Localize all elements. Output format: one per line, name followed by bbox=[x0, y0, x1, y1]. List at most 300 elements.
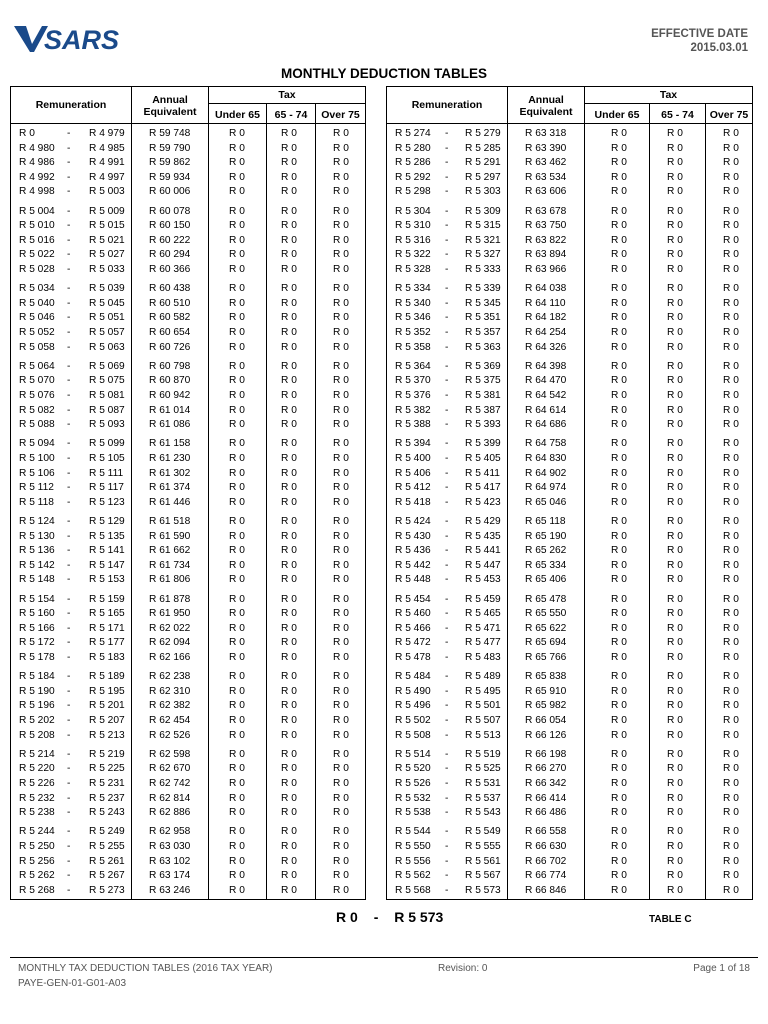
cell-range-separator: - bbox=[67, 360, 71, 372]
cell-remuneration-from: R 5 058 bbox=[19, 341, 55, 353]
cell-remuneration-from: R 5 496 bbox=[395, 700, 431, 712]
table-row bbox=[387, 282, 752, 297]
cell-remuneration-from: R 5 172 bbox=[19, 637, 55, 649]
cell-tax-under-65: R 0 bbox=[611, 467, 627, 479]
cell-tax-under-65: R 0 bbox=[229, 467, 245, 479]
cell-annual-equivalent: R 60 150 bbox=[149, 220, 191, 232]
cell-tax-over-75: R 0 bbox=[333, 778, 349, 789]
cell-range-separator: - bbox=[445, 700, 449, 712]
cell-remuneration-from: R 5 094 bbox=[19, 438, 55, 450]
cell-tax-65-74: R 0 bbox=[667, 453, 683, 464]
cell-remuneration-to: R 5 561 bbox=[465, 855, 501, 867]
cell-annual-equivalent: R 66 846 bbox=[525, 884, 567, 896]
cell-remuneration-from: R 5 316 bbox=[395, 234, 431, 246]
cell-range-separator: - bbox=[67, 419, 71, 431]
table-row bbox=[11, 699, 365, 714]
cell-tax-under-65: R 0 bbox=[611, 341, 627, 353]
table-row bbox=[11, 481, 365, 496]
cell-range-separator: - bbox=[67, 327, 71, 338]
cell-remuneration-from: R 5 328 bbox=[395, 264, 431, 275]
cell-tax-over-75: R 0 bbox=[723, 482, 739, 494]
cell-remuneration-from: R 5 196 bbox=[19, 700, 55, 712]
cell-range-separator: - bbox=[445, 453, 449, 464]
cell-tax-65-74: R 0 bbox=[667, 496, 683, 508]
cell-remuneration-from: R 5 304 bbox=[395, 205, 431, 217]
cell-remuneration-from: R 5 412 bbox=[395, 482, 431, 494]
cell-remuneration-to: R 5 399 bbox=[465, 438, 501, 450]
cell-remuneration-to: R 5 441 bbox=[465, 545, 501, 557]
cell-tax-under-65: R 0 bbox=[229, 807, 245, 819]
table-row bbox=[11, 248, 365, 263]
cell-range-separator: - bbox=[67, 652, 71, 663]
table-row bbox=[11, 806, 365, 821]
cell-annual-equivalent: R 59 934 bbox=[149, 171, 191, 183]
cell-remuneration-to: R 5 111 bbox=[89, 467, 124, 479]
cell-tax-under-65: R 0 bbox=[229, 652, 245, 663]
table-row bbox=[387, 142, 752, 157]
cell-tax-over-75: R 0 bbox=[723, 390, 739, 401]
cell-range-separator: - bbox=[67, 516, 71, 527]
cell-remuneration-from: R 5 340 bbox=[395, 297, 431, 309]
col-over-75: Over 75 bbox=[709, 109, 749, 121]
cell-tax-over-75: R 0 bbox=[333, 171, 349, 183]
cell-tax-65-74: R 0 bbox=[667, 205, 683, 217]
cell-remuneration-from: R 5 244 bbox=[19, 826, 55, 838]
cell-tax-over-75: R 0 bbox=[333, 530, 349, 542]
cell-annual-equivalent: R 64 110 bbox=[525, 297, 566, 309]
cell-remuneration-from: R 5 160 bbox=[19, 608, 55, 620]
col-under-65: Under 65 bbox=[215, 109, 260, 121]
cell-annual-equivalent: R 64 758 bbox=[525, 438, 567, 450]
cell-tax-under-65: R 0 bbox=[229, 671, 245, 683]
cell-tax-over-75: R 0 bbox=[723, 467, 739, 479]
cell-remuneration-from: R 5 268 bbox=[19, 884, 55, 896]
cell-tax-over-75: R 0 bbox=[333, 404, 349, 416]
cell-remuneration-from: R 5 466 bbox=[395, 622, 431, 634]
cell-range-separator: - bbox=[67, 792, 71, 804]
cell-annual-equivalent: R 59 790 bbox=[149, 142, 191, 154]
table-row bbox=[11, 777, 365, 792]
cell-annual-equivalent: R 66 270 bbox=[525, 763, 567, 775]
cell-range-separator: - bbox=[445, 220, 449, 232]
table-row bbox=[387, 699, 752, 714]
table-row bbox=[387, 341, 752, 356]
table-row bbox=[11, 573, 365, 588]
cell-annual-equivalent: R 61 734 bbox=[149, 559, 191, 571]
cell-remuneration-to: R 5 177 bbox=[89, 637, 125, 649]
cell-tax-under-65: R 0 bbox=[611, 171, 627, 183]
cell-tax-65-74: R 0 bbox=[281, 545, 297, 557]
cell-remuneration-from: R 5 508 bbox=[395, 729, 431, 741]
cell-tax-over-75: R 0 bbox=[723, 220, 739, 232]
cell-range-separator: - bbox=[445, 559, 449, 571]
cell-remuneration-to: R 5 351 bbox=[465, 312, 501, 324]
cell-remuneration-to: R 4 979 bbox=[89, 128, 125, 139]
cell-tax-65-74: R 0 bbox=[667, 341, 683, 353]
cell-annual-equivalent: R 66 774 bbox=[525, 870, 567, 882]
cell-tax-under-65: R 0 bbox=[229, 841, 245, 852]
cell-tax-over-75: R 0 bbox=[333, 375, 349, 387]
cell-remuneration-to: R 5 375 bbox=[465, 375, 501, 387]
cell-annual-equivalent: R 64 830 bbox=[525, 453, 567, 464]
cell-tax-under-65: R 0 bbox=[229, 264, 245, 275]
cell-annual-equivalent: R 62 598 bbox=[149, 748, 191, 760]
cell-tax-65-74: R 0 bbox=[281, 264, 297, 275]
cell-remuneration-from: R 5 442 bbox=[395, 559, 431, 571]
cell-remuneration-to: R 5 189 bbox=[89, 671, 125, 683]
cell-range-separator: - bbox=[445, 870, 449, 882]
cell-remuneration-to: R 5 273 bbox=[89, 884, 125, 896]
cell-tax-over-75: R 0 bbox=[333, 438, 349, 450]
cell-tax-over-75: R 0 bbox=[723, 559, 739, 571]
cell-range-separator: - bbox=[67, 826, 71, 838]
cell-tax-under-65: R 0 bbox=[611, 312, 627, 324]
cell-annual-equivalent: R 65 910 bbox=[525, 685, 567, 697]
cell-tax-over-75: R 0 bbox=[723, 297, 739, 309]
cell-tax-under-65: R 0 bbox=[611, 186, 627, 198]
cell-remuneration-from: R 5 106 bbox=[19, 467, 55, 479]
cell-range-separator: - bbox=[67, 312, 71, 324]
cell-tax-65-74: R 0 bbox=[281, 700, 297, 712]
cell-tax-65-74: R 0 bbox=[667, 142, 683, 154]
cell-remuneration-from: R 5 352 bbox=[395, 327, 431, 338]
cell-annual-equivalent: R 64 038 bbox=[525, 283, 567, 295]
table-row bbox=[387, 607, 752, 622]
cell-annual-equivalent: R 63 894 bbox=[525, 249, 567, 261]
table-row bbox=[11, 156, 365, 171]
table-header bbox=[11, 87, 365, 124]
cell-annual-equivalent: R 63 678 bbox=[525, 205, 567, 217]
cell-tax-over-75: R 0 bbox=[723, 327, 739, 338]
cell-remuneration-to: R 5 465 bbox=[465, 608, 501, 620]
table-row bbox=[387, 806, 752, 821]
table-row bbox=[11, 622, 365, 637]
cell-remuneration-to: R 5 513 bbox=[465, 729, 501, 741]
cell-range-separator: - bbox=[445, 574, 449, 586]
cell-tax-under-65: R 0 bbox=[229, 574, 245, 586]
cell-remuneration-to: R 5 495 bbox=[465, 685, 501, 697]
table-row bbox=[11, 825, 365, 840]
cell-range-separator: - bbox=[445, 652, 449, 663]
cell-tax-under-65: R 0 bbox=[229, 283, 245, 295]
cell-tax-65-74: R 0 bbox=[281, 530, 297, 542]
cell-remuneration-to: R 5 381 bbox=[465, 390, 501, 401]
cell-tax-under-65: R 0 bbox=[229, 220, 245, 232]
cell-remuneration-from: R 5 484 bbox=[395, 671, 431, 683]
cell-remuneration-from: R 5 532 bbox=[395, 792, 431, 804]
table-row bbox=[11, 559, 365, 574]
cell-tax-65-74: R 0 bbox=[281, 128, 297, 139]
cell-remuneration-from: R 5 514 bbox=[395, 748, 431, 760]
cell-annual-equivalent: R 63 462 bbox=[525, 157, 567, 169]
cell-remuneration-from: R 5 460 bbox=[395, 608, 431, 620]
cell-tax-over-75: R 0 bbox=[723, 530, 739, 542]
cell-tax-under-65: R 0 bbox=[229, 249, 245, 261]
cell-annual-equivalent: R 62 094 bbox=[149, 637, 191, 649]
cell-annual-equivalent: R 64 470 bbox=[525, 375, 567, 387]
cell-annual-equivalent: R 61 662 bbox=[149, 545, 191, 557]
cell-annual-equivalent: R 60 078 bbox=[149, 205, 191, 217]
cell-annual-equivalent: R 60 654 bbox=[149, 327, 191, 338]
cell-range-separator: - bbox=[445, 715, 449, 726]
cell-tax-65-74: R 0 bbox=[281, 593, 297, 605]
cell-tax-65-74: R 0 bbox=[281, 671, 297, 683]
cell-tax-over-75: R 0 bbox=[723, 574, 739, 586]
cell-annual-equivalent: R 62 310 bbox=[149, 685, 191, 697]
cell-annual-equivalent: R 62 742 bbox=[149, 778, 191, 789]
cell-tax-under-65: R 0 bbox=[229, 729, 245, 741]
cell-remuneration-from: R 5 382 bbox=[395, 404, 431, 416]
table-row bbox=[387, 171, 752, 186]
cell-tax-over-75: R 0 bbox=[723, 186, 739, 198]
cell-remuneration-to: R 5 153 bbox=[89, 574, 125, 586]
cell-remuneration-from: R 5 400 bbox=[395, 453, 431, 464]
cell-annual-equivalent: R 63 030 bbox=[149, 841, 191, 852]
cell-remuneration-to: R 5 423 bbox=[465, 496, 501, 508]
cell-tax-65-74: R 0 bbox=[667, 841, 683, 852]
cell-annual-equivalent: R 62 166 bbox=[149, 652, 191, 663]
cell-remuneration-to: R 5 537 bbox=[465, 792, 501, 804]
table-row bbox=[11, 670, 365, 685]
cell-remuneration-to: R 5 297 bbox=[465, 171, 501, 183]
table-row bbox=[11, 360, 365, 375]
cell-remuneration-from: R 5 454 bbox=[395, 593, 431, 605]
cell-remuneration-to: R 5 303 bbox=[465, 186, 501, 198]
cell-tax-under-65: R 0 bbox=[611, 841, 627, 852]
cell-tax-65-74: R 0 bbox=[667, 264, 683, 275]
cell-tax-65-74: R 0 bbox=[667, 748, 683, 760]
cell-remuneration-from: R 5 298 bbox=[395, 186, 431, 198]
cell-tax-over-75: R 0 bbox=[723, 729, 739, 741]
cell-range-separator: - bbox=[67, 220, 71, 232]
cell-tax-65-74: R 0 bbox=[281, 559, 297, 571]
cell-remuneration-to: R 5 225 bbox=[89, 763, 125, 775]
cell-range-separator: - bbox=[67, 637, 71, 649]
cell-tax-under-65: R 0 bbox=[229, 637, 245, 649]
cell-tax-65-74: R 0 bbox=[667, 622, 683, 634]
cell-range-separator: - bbox=[67, 467, 71, 479]
table-row bbox=[11, 185, 365, 200]
cell-range-separator: - bbox=[445, 530, 449, 542]
cell-remuneration-to: R 5 291 bbox=[465, 157, 501, 169]
cell-tax-65-74: R 0 bbox=[281, 652, 297, 663]
cell-tax-over-75: R 0 bbox=[333, 467, 349, 479]
cell-tax-65-74: R 0 bbox=[667, 715, 683, 726]
cell-tax-under-65: R 0 bbox=[229, 453, 245, 464]
table-row bbox=[387, 156, 752, 171]
cell-remuneration-from: R 5 346 bbox=[395, 312, 431, 324]
cell-remuneration-from: R 5 568 bbox=[395, 884, 431, 896]
cell-remuneration-from: R 0 bbox=[19, 128, 35, 139]
cell-remuneration-to: R 5 087 bbox=[89, 404, 125, 416]
cell-tax-65-74: R 0 bbox=[281, 404, 297, 416]
cell-tax-under-65: R 0 bbox=[611, 574, 627, 586]
cell-remuneration-to: R 5 501 bbox=[465, 700, 501, 712]
cell-tax-65-74: R 0 bbox=[281, 870, 297, 882]
cell-annual-equivalent: R 66 702 bbox=[525, 855, 567, 867]
cell-tax-over-75: R 0 bbox=[333, 545, 349, 557]
table-row bbox=[11, 651, 365, 666]
cell-remuneration-from: R 5 166 bbox=[19, 622, 55, 634]
logo-mark bbox=[14, 26, 48, 52]
cell-annual-equivalent: R 63 750 bbox=[525, 220, 567, 232]
cell-range-separator: - bbox=[67, 715, 71, 726]
cell-tax-over-75: R 0 bbox=[333, 748, 349, 760]
cell-range-separator: - bbox=[67, 157, 71, 169]
table-row bbox=[11, 404, 365, 419]
cell-range-separator: - bbox=[67, 559, 71, 571]
cell-range-separator: - bbox=[445, 608, 449, 620]
table-row bbox=[11, 685, 365, 700]
cell-annual-equivalent: R 60 798 bbox=[149, 360, 191, 372]
table-row bbox=[387, 467, 752, 482]
cell-remuneration-from: R 5 280 bbox=[395, 142, 431, 154]
cell-range-separator: - bbox=[445, 516, 449, 527]
cell-tax-under-65: R 0 bbox=[611, 778, 627, 789]
cell-remuneration-from: R 5 562 bbox=[395, 870, 431, 882]
cell-remuneration-to: R 5 045 bbox=[89, 297, 125, 309]
cell-tax-under-65: R 0 bbox=[229, 142, 245, 154]
table-row bbox=[387, 404, 752, 419]
cell-range-separator: - bbox=[445, 249, 449, 261]
cell-tax-65-74: R 0 bbox=[667, 438, 683, 450]
cell-remuneration-from: R 5 388 bbox=[395, 419, 431, 431]
cell-tax-65-74: R 0 bbox=[667, 545, 683, 557]
cell-remuneration-to: R 5 519 bbox=[465, 748, 501, 760]
cell-tax-65-74: R 0 bbox=[667, 390, 683, 401]
cell-annual-equivalent: R 60 942 bbox=[149, 390, 191, 401]
cell-tax-over-75: R 0 bbox=[723, 652, 739, 663]
cell-annual-equivalent: R 61 158 bbox=[149, 438, 191, 450]
cell-range-separator: - bbox=[67, 870, 71, 882]
cell-remuneration-to: R 5 003 bbox=[89, 186, 125, 198]
cell-annual-equivalent: R 62 526 bbox=[149, 729, 191, 741]
cell-remuneration-from: R 5 274 bbox=[395, 128, 431, 139]
cell-tax-65-74: R 0 bbox=[667, 157, 683, 169]
cell-tax-65-74: R 0 bbox=[281, 482, 297, 494]
cell-remuneration-from: R 5 154 bbox=[19, 593, 55, 605]
cell-annual-equivalent: R 65 766 bbox=[525, 652, 567, 663]
cell-range-separator: - bbox=[67, 249, 71, 261]
cell-annual-equivalent: R 65 694 bbox=[525, 637, 567, 649]
cell-tax-65-74: R 0 bbox=[667, 652, 683, 663]
cell-tax-65-74: R 0 bbox=[667, 559, 683, 571]
cell-tax-over-75: R 0 bbox=[723, 419, 739, 431]
cell-remuneration-to: R 5 009 bbox=[89, 205, 125, 217]
cell-tax-65-74: R 0 bbox=[281, 763, 297, 775]
cell-remuneration-from: R 5 490 bbox=[395, 685, 431, 697]
cell-annual-equivalent: R 66 198 bbox=[525, 748, 567, 760]
cell-annual-equivalent: R 63 318 bbox=[525, 128, 567, 139]
cell-tax-65-74: R 0 bbox=[281, 312, 297, 324]
cell-range-separator: - bbox=[445, 205, 449, 217]
table-row bbox=[387, 127, 752, 142]
cell-tax-under-65: R 0 bbox=[611, 593, 627, 605]
cell-tax-65-74: R 0 bbox=[281, 841, 297, 852]
cell-tax-65-74: R 0 bbox=[667, 530, 683, 542]
cell-annual-equivalent: R 65 550 bbox=[525, 608, 567, 620]
table-row bbox=[387, 685, 752, 700]
cell-range-separator: - bbox=[67, 234, 71, 246]
cell-tax-over-75: R 0 bbox=[333, 390, 349, 401]
cell-annual-equivalent: R 61 086 bbox=[149, 419, 191, 431]
table-row bbox=[11, 762, 365, 777]
cell-annual-equivalent: R 64 902 bbox=[525, 467, 567, 479]
cell-remuneration-from: R 5 394 bbox=[395, 438, 431, 450]
cell-annual-equivalent: R 61 374 bbox=[149, 482, 191, 494]
col-annual-equivalent bbox=[132, 94, 208, 118]
cell-range-separator: - bbox=[67, 283, 71, 295]
cell-remuneration-from: R 5 064 bbox=[19, 360, 55, 372]
cell-annual-equivalent: R 64 614 bbox=[525, 404, 567, 416]
cell-remuneration-to: R 5 219 bbox=[89, 748, 125, 760]
cell-tax-65-74: R 0 bbox=[281, 390, 297, 401]
cell-tax-over-75: R 0 bbox=[333, 297, 349, 309]
cell-remuneration-to: R 5 363 bbox=[465, 341, 501, 353]
table-row bbox=[11, 341, 365, 356]
cell-remuneration-from: R 4 998 bbox=[19, 186, 55, 198]
cell-remuneration-to: R 5 267 bbox=[89, 870, 125, 882]
cell-tax-over-75: R 0 bbox=[723, 341, 739, 353]
cell-tax-over-75: R 0 bbox=[333, 763, 349, 775]
cell-tax-under-65: R 0 bbox=[611, 142, 627, 154]
cell-tax-under-65: R 0 bbox=[229, 341, 245, 353]
cell-range-separator: - bbox=[67, 453, 71, 464]
table-row bbox=[387, 515, 752, 530]
cell-remuneration-to: R 5 027 bbox=[89, 249, 125, 261]
cell-remuneration-from: R 5 046 bbox=[19, 312, 55, 324]
table-label: TABLE C bbox=[649, 914, 692, 925]
cell-tax-over-75: R 0 bbox=[723, 826, 739, 838]
table-row bbox=[387, 219, 752, 234]
cell-remuneration-from: R 5 448 bbox=[395, 574, 431, 586]
table-row bbox=[387, 437, 752, 452]
cell-annual-equivalent: R 65 046 bbox=[525, 496, 567, 508]
cell-range-separator: - bbox=[445, 283, 449, 295]
cell-tax-65-74: R 0 bbox=[281, 826, 297, 838]
cell-tax-under-65: R 0 bbox=[611, 652, 627, 663]
cell-tax-over-75: R 0 bbox=[333, 622, 349, 634]
cell-tax-65-74: R 0 bbox=[281, 715, 297, 726]
cell-tax-under-65: R 0 bbox=[229, 778, 245, 789]
table-row bbox=[11, 311, 365, 326]
cell-annual-equivalent: R 66 486 bbox=[525, 807, 567, 819]
cell-tax-under-65: R 0 bbox=[229, 327, 245, 338]
table-row bbox=[387, 248, 752, 263]
cell-tax-over-75: R 0 bbox=[333, 884, 349, 896]
cell-tax-65-74: R 0 bbox=[667, 482, 683, 494]
cell-tax-over-75: R 0 bbox=[723, 545, 739, 557]
cell-tax-under-65: R 0 bbox=[611, 715, 627, 726]
cell-remuneration-from: R 5 214 bbox=[19, 748, 55, 760]
cell-annual-equivalent: R 65 406 bbox=[525, 574, 567, 586]
cell-annual-equivalent: R 61 518 bbox=[149, 516, 191, 527]
cell-tax-over-75: R 0 bbox=[333, 700, 349, 712]
cell-tax-under-65: R 0 bbox=[229, 715, 245, 726]
table-row bbox=[387, 729, 752, 744]
cell-range-separator: - bbox=[67, 671, 71, 683]
cell-annual-equivalent: R 65 622 bbox=[525, 622, 567, 634]
cell-remuneration-to: R 5 069 bbox=[89, 360, 125, 372]
cell-tax-under-65: R 0 bbox=[229, 297, 245, 309]
cell-annual-equivalent: R 63 606 bbox=[525, 186, 567, 198]
cell-annual-equivalent: R 62 382 bbox=[149, 700, 191, 712]
cell-tax-65-74: R 0 bbox=[667, 671, 683, 683]
cell-remuneration-from: R 5 526 bbox=[395, 778, 431, 789]
table-row bbox=[11, 869, 365, 884]
cell-remuneration-from: R 5 028 bbox=[19, 264, 55, 275]
cell-tax-65-74: R 0 bbox=[667, 327, 683, 338]
